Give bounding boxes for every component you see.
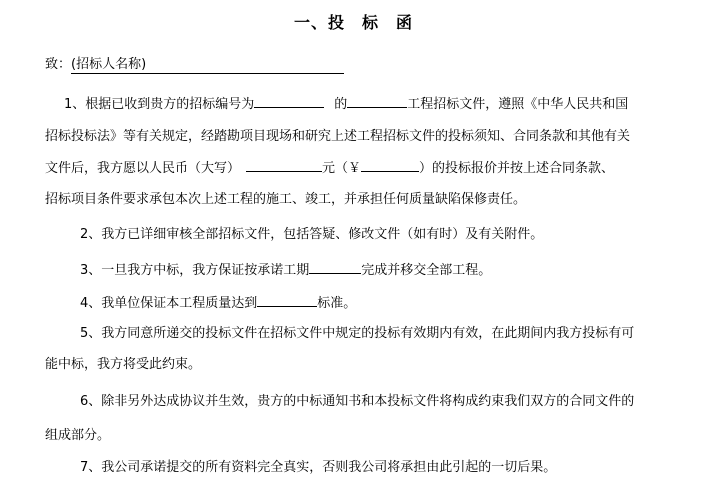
- clause-1-text: 工程招标文件，遵照《中华人民共和国: [407, 97, 629, 112]
- clause-5-line-1: 5、我方同意所递交的投标文件在招标文件中规定的投标有效期内有效，在此期间内我方投标有可: [80, 326, 635, 341]
- clause-1-line-2: 招标投标法》等有关规定，经踏勘项目现场和研究上述工程招标文件的投标须知、合同条款和其他有关: [45, 129, 631, 144]
- clause-1-line-4: 招标项目条件要求承包本次上述工程的施工、竣工，并承担任何质量缺陷保修责任。: [45, 192, 527, 207]
- clause-7: 7、我公司承诺提交的所有资料完全真实，否则我公司将承担由此引起的一切后果。: [80, 460, 557, 475]
- price-words-blank[interactable]: [246, 156, 322, 172]
- clause-1-text: 的: [334, 97, 348, 112]
- clause-1-text: ）的投标报价并按上述合同条款、: [419, 161, 615, 176]
- recipient-label: 致：: [45, 57, 72, 72]
- clause-2: 2、我方已详细审核全部招标文件，包括答疑、修改文件（如有时）及有关附件。: [80, 227, 544, 242]
- clause-5-line-2: 能中标，我方将受此约束。: [45, 357, 202, 372]
- clause-3-text: 完成并移交全部工程。: [361, 263, 492, 278]
- clause-6-line-2: 组成部分。: [45, 428, 111, 443]
- price-figure-blank[interactable]: [361, 156, 419, 172]
- quality-standard-blank[interactable]: [257, 291, 317, 307]
- clause-4-text: 标准。: [317, 296, 357, 311]
- clause-1-text: 元（￥: [322, 161, 362, 176]
- document-title: 一、投 标 函: [293, 13, 413, 32]
- clause-1-line-1: [64, 92, 628, 115]
- clause-1-text: 文件后，我方愿以人民币（大写）: [45, 161, 241, 176]
- recipient-field[interactable]: [71, 57, 344, 74]
- project-name-blank[interactable]: [347, 92, 407, 108]
- clause-6-line-1: 6、除非另外达成协议并生效，贵方的中标通知书和本投标文件将构成约束我们双方的合同文件的: [80, 394, 635, 409]
- recipient-placeholder: (招标人名称): [71, 57, 147, 72]
- clause-4-text: 4、我单位保证本工程质量达到: [80, 296, 258, 311]
- clause-3: [80, 258, 491, 281]
- recipient-line: [45, 55, 344, 75]
- clause-4: [80, 291, 356, 314]
- clause-1-line-3: [45, 156, 614, 179]
- construction-period-blank[interactable]: [309, 258, 361, 274]
- tender-number-blank[interactable]: [254, 92, 324, 108]
- clause-1-text: 1、根据已收到贵方的招标编号为: [64, 97, 255, 112]
- clause-3-text: 3、一旦我方中标，我方保证按承诺工期: [80, 263, 310, 278]
